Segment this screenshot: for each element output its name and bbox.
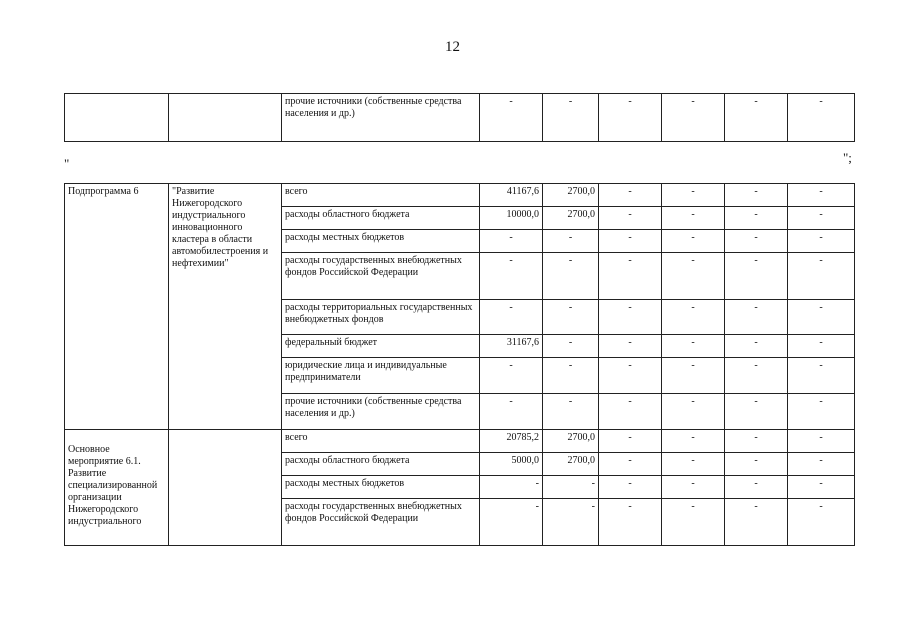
value-cell: - bbox=[599, 335, 662, 358]
value-cell: - bbox=[662, 207, 725, 230]
measure-label-text: Основное мероприятие 6.1. Развитие специализированной организации Нижегородского индустриального bbox=[68, 444, 158, 527]
value-cell: - bbox=[543, 253, 599, 300]
value-cell: - bbox=[480, 476, 543, 499]
value-cell: - bbox=[480, 499, 543, 546]
value-cell: - bbox=[725, 430, 788, 453]
value-cell: - bbox=[788, 230, 855, 253]
value-cell: 20785,2 bbox=[480, 430, 543, 453]
funding-source: всего bbox=[282, 430, 480, 453]
funding-source: прочие источники (собственные средства населения и др.) bbox=[282, 394, 480, 430]
value-cell: - bbox=[725, 300, 788, 335]
value-cell: - bbox=[543, 394, 599, 430]
value-cell: - bbox=[662, 499, 725, 546]
value-cell: - bbox=[725, 94, 788, 142]
value-cell: - bbox=[599, 499, 662, 546]
value-cell: - bbox=[662, 476, 725, 499]
value-cell: - bbox=[725, 358, 788, 394]
value-cell: - bbox=[480, 394, 543, 430]
value-cell: - bbox=[725, 453, 788, 476]
value-cell: 41167,6 bbox=[480, 184, 543, 207]
subprogram-label: Подпрограмма 6 bbox=[65, 184, 169, 430]
value-cell: - bbox=[788, 300, 855, 335]
empty-cell bbox=[169, 430, 282, 546]
closing-quote-end: "; bbox=[843, 150, 852, 165]
value-cell: - bbox=[543, 499, 599, 546]
funding-source: всего bbox=[282, 184, 480, 207]
value-cell: - bbox=[788, 207, 855, 230]
funding-source: прочие источники (собственные средства населения и др.) bbox=[282, 94, 480, 142]
funding-source: расходы местных бюджетов bbox=[282, 230, 480, 253]
subprogram-table bbox=[64, 183, 855, 546]
value-cell: - bbox=[662, 94, 725, 142]
value-cell: - bbox=[788, 394, 855, 430]
value-cell: - bbox=[480, 94, 543, 142]
value-cell: - bbox=[480, 230, 543, 253]
value-cell: - bbox=[788, 476, 855, 499]
value-cell: - bbox=[543, 300, 599, 335]
value-cell: 10000,0 bbox=[480, 207, 543, 230]
value-cell: - bbox=[725, 230, 788, 253]
value-cell: - bbox=[599, 253, 662, 300]
closing-quote-open: " bbox=[64, 156, 70, 171]
value-cell: - bbox=[788, 453, 855, 476]
value-cell: 2700,0 bbox=[543, 453, 599, 476]
value-cell: - bbox=[788, 94, 855, 142]
value-cell: - bbox=[725, 394, 788, 430]
value-cell: - bbox=[599, 184, 662, 207]
funding-source: федеральный бюджет bbox=[282, 335, 480, 358]
value-cell: - bbox=[662, 335, 725, 358]
value-cell: - bbox=[662, 253, 725, 300]
value-cell: - bbox=[599, 358, 662, 394]
value-cell: - bbox=[788, 253, 855, 300]
value-cell: - bbox=[662, 230, 725, 253]
table-row bbox=[65, 430, 855, 453]
table-row bbox=[65, 184, 855, 207]
funding-source: расходы областного бюджета bbox=[282, 453, 480, 476]
value-cell: - bbox=[480, 300, 543, 335]
value-cell: - bbox=[599, 394, 662, 430]
value-cell: - bbox=[662, 300, 725, 335]
value-cell: - bbox=[788, 184, 855, 207]
funding-source: расходы государственных внебюджетных фондов Российской Федерации bbox=[282, 499, 480, 546]
table-row bbox=[65, 94, 855, 142]
value-cell: - bbox=[480, 358, 543, 394]
value-cell: - bbox=[662, 430, 725, 453]
value-cell: - bbox=[662, 184, 725, 207]
value-cell: - bbox=[480, 253, 543, 300]
value-cell: - bbox=[725, 184, 788, 207]
value-cell: 2700,0 bbox=[543, 184, 599, 207]
value-cell: - bbox=[599, 94, 662, 142]
subprogram-name: "Развитие Нижегородского индустриального инновационного кластера в области автомобилестроения и нефтехимии" bbox=[169, 184, 282, 430]
funding-source: расходы территориальных государственных внебюджетных фондов bbox=[282, 300, 480, 335]
value-cell: 31167,6 bbox=[480, 335, 543, 358]
value-cell: - bbox=[543, 476, 599, 499]
value-cell: - bbox=[788, 499, 855, 546]
top-table bbox=[64, 93, 855, 142]
empty-cell bbox=[65, 94, 169, 142]
funding-source: расходы областного бюджета bbox=[282, 207, 480, 230]
funding-source: расходы местных бюджетов bbox=[282, 476, 480, 499]
value-cell: - bbox=[599, 476, 662, 499]
value-cell: - bbox=[599, 300, 662, 335]
value-cell: - bbox=[662, 358, 725, 394]
value-cell: - bbox=[599, 430, 662, 453]
value-cell: - bbox=[788, 430, 855, 453]
value-cell: - bbox=[725, 207, 788, 230]
value-cell: - bbox=[725, 335, 788, 358]
value-cell: - bbox=[725, 253, 788, 300]
measure-label bbox=[65, 430, 169, 546]
value-cell: - bbox=[599, 230, 662, 253]
value-cell: - bbox=[662, 394, 725, 430]
value-cell: - bbox=[599, 207, 662, 230]
value-cell: 2700,0 bbox=[543, 207, 599, 230]
funding-source: юридические лица и индивидуальные предприниматели bbox=[282, 358, 480, 394]
value-cell: - bbox=[725, 499, 788, 546]
value-cell: - bbox=[788, 358, 855, 394]
value-cell: 2700,0 bbox=[543, 430, 599, 453]
empty-cell bbox=[169, 94, 282, 142]
value-cell: 5000,0 bbox=[480, 453, 543, 476]
funding-source: расходы государственных внебюджетных фондов Российской Федерации bbox=[282, 253, 480, 300]
value-cell: - bbox=[662, 453, 725, 476]
value-cell: - bbox=[543, 94, 599, 142]
value-cell: - bbox=[543, 335, 599, 358]
value-cell: - bbox=[599, 453, 662, 476]
value-cell: - bbox=[725, 476, 788, 499]
value-cell: - bbox=[543, 230, 599, 253]
page-number: 12 bbox=[445, 39, 460, 55]
value-cell: - bbox=[788, 335, 855, 358]
value-cell: - bbox=[543, 358, 599, 394]
